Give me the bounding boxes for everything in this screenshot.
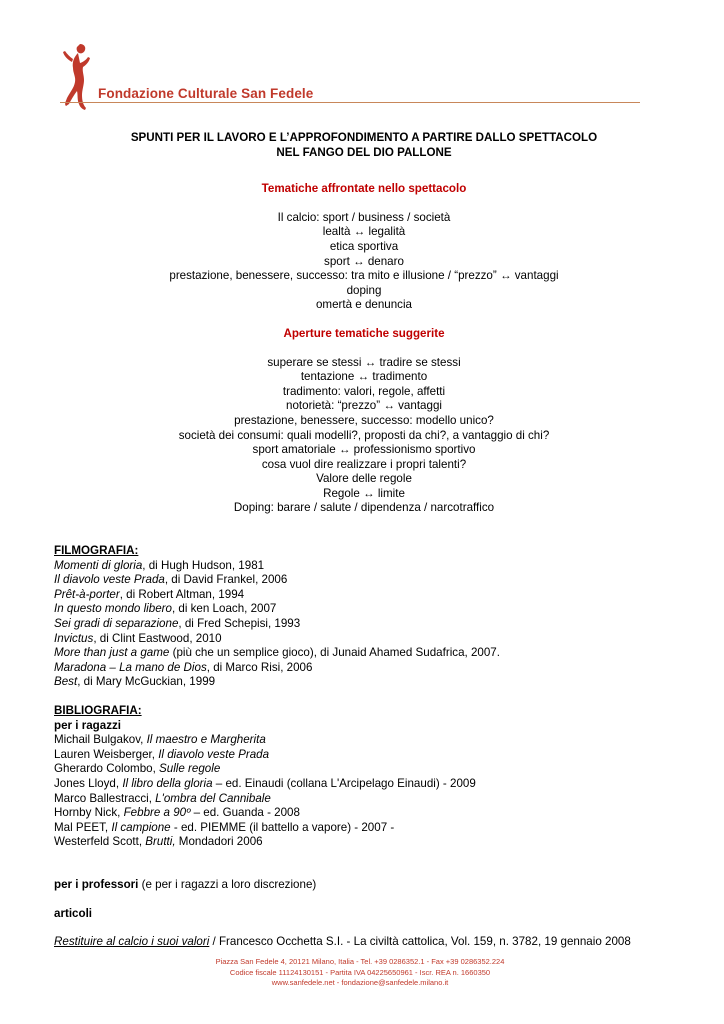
book-details: – ed. Guanda - 2008	[190, 806, 300, 820]
film-title: Invictus	[54, 631, 94, 645]
tematica-item: doping	[346, 283, 382, 297]
tematica-item: Il calcio: sport / business / società	[277, 210, 451, 224]
tematica-item: lealtà ↔ legalità	[322, 225, 406, 239]
articoli-list	[54, 935, 674, 950]
film-details: , di Clint Eastwood, 2010	[93, 631, 222, 645]
book-author: Gherardo Colombo,	[54, 762, 160, 776]
book-item	[54, 748, 674, 763]
film-item	[54, 588, 674, 603]
film-item	[54, 632, 674, 647]
footer-fiscal: Codice fiscale 11124130151 - Partita IVA 04225650961 - Iscr. REA n. 1660350	[229, 967, 491, 977]
book-author: Marco Ballestracci,	[54, 791, 156, 805]
apertura-item: prestazione, benessere, successo: modello unico?	[234, 413, 494, 427]
ragazzi-list	[54, 733, 674, 850]
film-item	[54, 602, 674, 617]
film-details: , di ken Loach, 2007	[171, 602, 277, 616]
book-author: Lauren Weisberger,	[54, 747, 159, 761]
aperture-list	[54, 356, 674, 517]
film-details: (più che un semplice gioco), di Junaid Ahamed Sudafrica, 2007.	[169, 646, 500, 660]
article-item	[54, 935, 674, 950]
film-details: , di Mary McGuckian, 1999	[77, 675, 216, 689]
book-details: - ed. PIEMME (il battello a vapore) - 2007 -	[170, 820, 395, 834]
film-item	[54, 617, 674, 632]
book-item	[54, 777, 674, 792]
tematica-item: omertà e denuncia	[315, 298, 413, 312]
tematiche-list	[54, 211, 674, 313]
article-details: / Francesco Occhetta S.I. - La civiltà cattolica, Vol. 159, n. 3782, 19 gennaio 2008	[209, 935, 631, 949]
film-item	[54, 646, 674, 661]
tematica-item: etica sportiva	[329, 239, 399, 253]
ragazzi-heading: per i ragazzi	[54, 718, 122, 732]
film-details: , di David Frankel, 2006	[164, 573, 288, 587]
book-item	[54, 762, 674, 777]
film-item	[54, 573, 674, 588]
apertura-item: cosa vuol dire realizzare i propri talenti?	[261, 457, 467, 471]
book-title: Sulle regole	[159, 762, 221, 776]
film-title: Il diavolo veste Prada	[54, 573, 165, 587]
tematiche-heading: Tematiche affrontate nello spettacolo	[261, 182, 467, 196]
book-author: Mal PEET,	[54, 820, 112, 834]
book-title: Brutti,	[145, 835, 176, 849]
bibliografia-heading: BIBLIOGRAFIA:	[54, 704, 142, 717]
book-item	[54, 733, 674, 748]
apertura-item: Doping: barare / salute / dipendenza / narcotraffico	[233, 501, 495, 515]
book-title: Febbre a 90º	[123, 806, 191, 820]
book-title: Il diavolo veste Prada	[158, 747, 270, 761]
apertura-item: Regole ↔ limite	[323, 486, 405, 500]
title-line-1: SPUNTI PER IL LAVORO E L’APPROFONDIMENTO A PARTIRE DALLO SPETTACOLO	[130, 131, 598, 144]
film-item	[54, 559, 674, 574]
apertura-item: società dei consumi: quali modelli?, proposti da chi?, a vantaggio di chi?	[178, 428, 550, 442]
footer-contacts: www.sanfedele.net - fondazione@sanfedele.milano.it	[271, 978, 449, 987]
apertura-item: notorietà: “prezzo” ↔ vantaggi	[286, 399, 442, 413]
article-title: Restituire al calcio i suoi valori	[54, 935, 210, 949]
apertura-item: sport amatoriale ↔ professionismo sportivo	[252, 443, 476, 457]
book-author: Michail Bulgakov,	[54, 733, 147, 747]
document-title	[54, 131, 674, 160]
footer-address: Piazza San Fedele 4, 20121 Milano, Italia - Tel. +39 0286352.1 - Fax +39 0286352.224	[215, 957, 505, 966]
book-title: L'ombra del Cannibale	[155, 791, 271, 805]
book-title: Il maestro e Margherita	[146, 733, 266, 747]
professori-note: (e per i ragazzi a loro discrezione)	[138, 877, 317, 891]
tematica-item: prestazione, benessere, successo: tra mito e illusione / “prezzo” ↔ vantaggi	[169, 269, 559, 283]
apertura-item: tradimento: valori, regole, affetti	[282, 384, 446, 398]
apertura-item: superare se stessi ↔ tradire se stessi	[267, 355, 461, 369]
book-item	[54, 835, 674, 850]
book-item	[54, 806, 674, 821]
filmografia-heading: FILMOGRAFIA:	[54, 544, 139, 558]
tematica-item: sport ↔ denaro	[324, 254, 404, 268]
book-item	[54, 792, 674, 807]
letterhead-footer	[120, 957, 600, 989]
film-title: Maradona – La mano de Dios	[54, 660, 207, 674]
film-item	[54, 661, 674, 676]
film-item	[54, 675, 674, 690]
film-details: , di Marco Risi, 2006	[206, 660, 313, 674]
professori-heading: per i professori	[54, 877, 139, 891]
book-author: Jones Lloyd,	[54, 776, 123, 790]
articoli-heading: articoli	[54, 906, 93, 920]
book-item	[54, 821, 674, 836]
filmografia-list	[54, 559, 674, 690]
book-author: Hornby Nick,	[54, 806, 124, 820]
film-details: , di Fred Schepisi, 1993	[178, 617, 301, 631]
film-title: More than just a game	[54, 646, 170, 660]
film-details: , di Hugh Hudson, 1981	[142, 558, 265, 572]
apertura-item: Valore delle regole	[316, 472, 412, 486]
title-line-2: NEL FANGO DEL DIO PALLONE	[276, 145, 452, 159]
film-details: , di Robert Altman, 1994	[119, 587, 245, 601]
professori-line	[54, 878, 674, 893]
book-title: Il libro della gloria	[122, 776, 213, 790]
organization-name: Fondazione Culturale San Fedele	[98, 86, 314, 101]
film-title: Prêt-à-porter	[54, 587, 120, 601]
book-details: – ed. Einaudi (collana L'Arcipelago Einaudi) - 2009	[212, 776, 476, 790]
header-divider	[60, 102, 640, 103]
aperture-heading: Aperture tematiche suggerite	[283, 326, 445, 340]
film-title: Sei gradi di separazione	[54, 617, 179, 631]
book-author: Westerfeld Scott,	[54, 835, 146, 849]
dancer-logo-icon	[60, 42, 94, 114]
letterhead	[58, 42, 640, 117]
apertura-item: tentazione ↔ tradimento	[300, 370, 428, 384]
book-details: Mondadori 2006	[175, 835, 263, 849]
film-title: Best	[54, 675, 78, 689]
book-title: Il campione	[111, 820, 171, 834]
film-title: Momenti di gloria	[54, 558, 143, 572]
document-body	[54, 131, 674, 950]
film-title: In questo mondo libero	[54, 602, 172, 616]
